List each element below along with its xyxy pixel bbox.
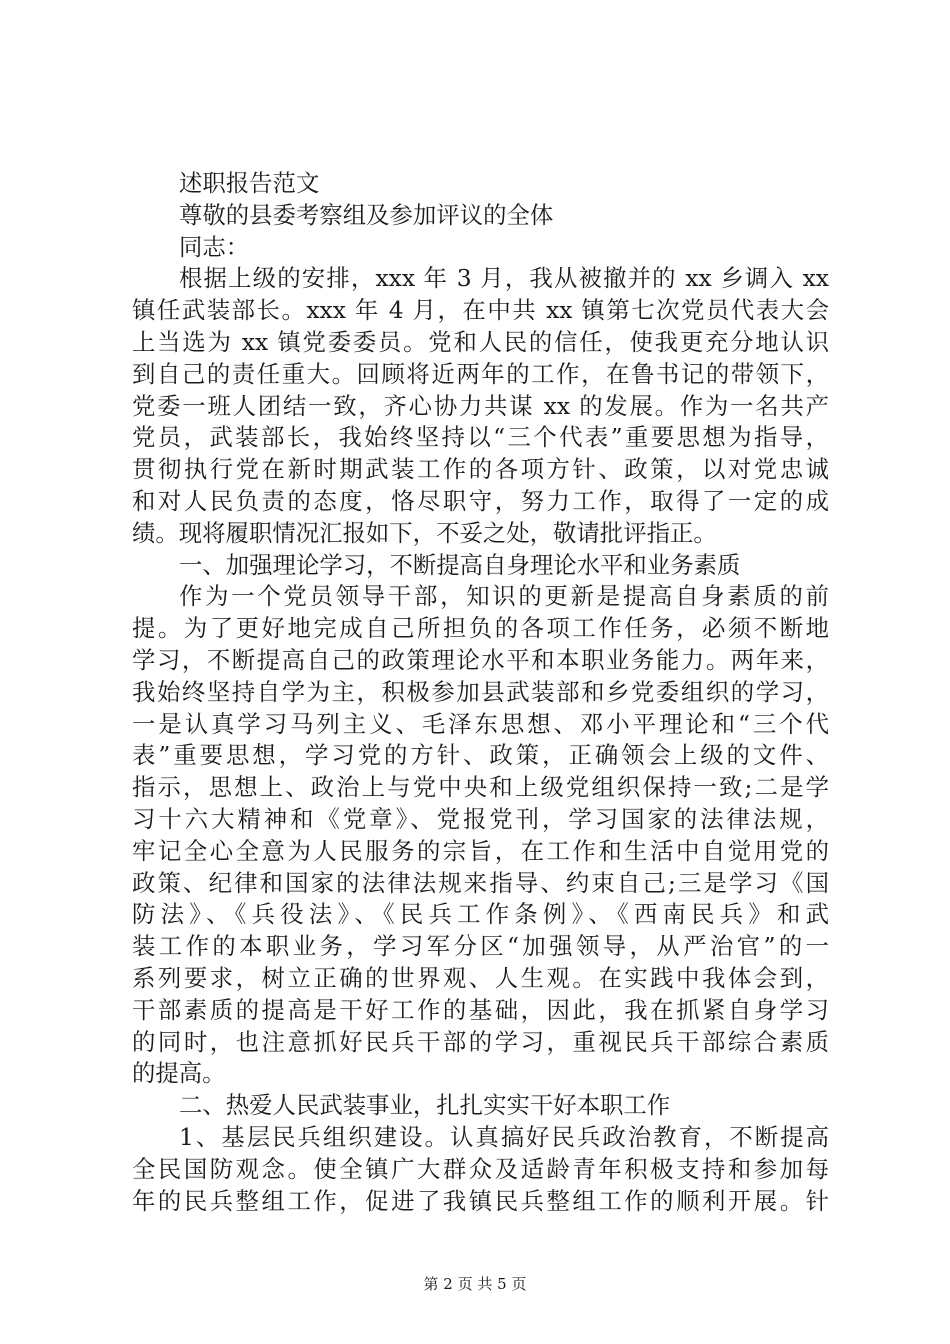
document-title: 述职报告范文 xyxy=(179,169,320,197)
paragraph-line: 作为一个党员领导干部，知识的更新是提高自身素质的前 xyxy=(179,582,829,611)
paragraph-line: 牢记全心全意为人民服务的宗旨，在工作和生活中自觉用党的 xyxy=(132,836,829,865)
paragraph-line: 的提高。 xyxy=(132,1059,226,1088)
paragraph-line: 一是认真学习马列主义、毛泽东思想、邓小平理论和“三个代 xyxy=(132,709,829,738)
paragraph-line: 和对人民负责的态度，恪尽职守，努力工作，取得了一定的成 xyxy=(132,486,829,515)
paragraph-line: 到自己的责任重大。回顾将近两年的工作，在鲁书记的带领下， xyxy=(132,359,829,388)
paragraph-line: 学习，不断提高自己的政策理论水平和本职业务能力。两年来， xyxy=(132,645,829,674)
paragraph-line: 镇任武装部长。xxx 年 4 月，在中共 xx 镇第七次党员代表大会 xyxy=(132,296,829,325)
paragraph-line: 表”重要思想，学习党的方针、政策，正确领会上级的文件、 xyxy=(132,741,829,770)
section-heading: 二、热爱人民武装事业，扎扎实实干好本职工作 xyxy=(179,1091,671,1120)
page-footer: 第 2 页 共 5 页 xyxy=(423,1275,527,1293)
document-body xyxy=(132,168,829,1217)
paragraph-line: 1、基层民兵组织建设。认真搞好民兵政治教育，不断提高 xyxy=(179,1122,829,1151)
paragraph-line: 的同时，也注意抓好民兵干部的学习，重视民兵干部综合素质 xyxy=(132,1027,829,1056)
paragraph-line: 根据上级的安排，xxx 年 3 月，我从被撤并的 xx 乡调入 xx xyxy=(179,264,829,293)
paragraph-line: 党员，武装部长，我始终坚持以“三个代表”重要思想为指导， xyxy=(132,423,829,452)
paragraph-line: 年的民兵整组工作，促进了我镇民兵整组工作的顺利开展。针 xyxy=(132,1186,829,1215)
paragraph-line: 提。为了更好地完成自己所担负的各项工作任务，必须不断地 xyxy=(132,614,829,643)
paragraph-line: 干部素质的提高是干好工作的基础，因此，我在抓紧自身学习 xyxy=(132,995,829,1024)
paragraph-line: 贯彻执行党在新时期武装工作的各项方针、政策，以对党忠诚 xyxy=(132,455,829,484)
paragraph-line: 党委一班人团结一致，齐心协力共谋 xx 的发展。作为一名共产 xyxy=(132,391,829,420)
paragraph-line: 全民国防观念。使全镇广大群众及适龄青年积极支持和参加每 xyxy=(132,1154,829,1183)
salutation-line: 同志： xyxy=(179,232,250,261)
paragraph-line: 我始终坚持自学为主，积极参加县武装部和乡党委组织的学习， xyxy=(132,677,829,706)
paragraph-line: 习十六大精神和《党章》、党报党刊，学习国家的法律法规， xyxy=(132,804,829,833)
paragraph-line: 绩。现将履职情况汇报如下，不妥之处，敬请批评指正。 xyxy=(132,518,717,547)
salutation-line: 尊敬的县委考察组及参加评议的全体 xyxy=(179,200,554,229)
paragraph-line: 系列要求，树立正确的世界观、人生观。在实践中我体会到， xyxy=(132,963,829,992)
paragraph-line: 上当选为 xx 镇党委委员。党和人民的信任，使我更充分地认识 xyxy=(132,327,829,356)
section-heading: 一、加强理论学习，不断提高自身理论水平和业务素质 xyxy=(179,550,741,579)
paragraph-line: 防法》、《兵役法》、《民兵工作条例》、《西南民兵》和武 xyxy=(132,900,829,929)
paragraph-line: 政策、纪律和国家的法律法规来指导、约束自己;三是学习《国 xyxy=(132,868,829,897)
paragraph-line: 指示，思想上、政治上与党中央和上级党组织保持一致;二是学 xyxy=(132,773,829,802)
paragraph-line: 装工作的本职业务，学习军分区“加强领导，从严治官”的一 xyxy=(132,932,829,961)
